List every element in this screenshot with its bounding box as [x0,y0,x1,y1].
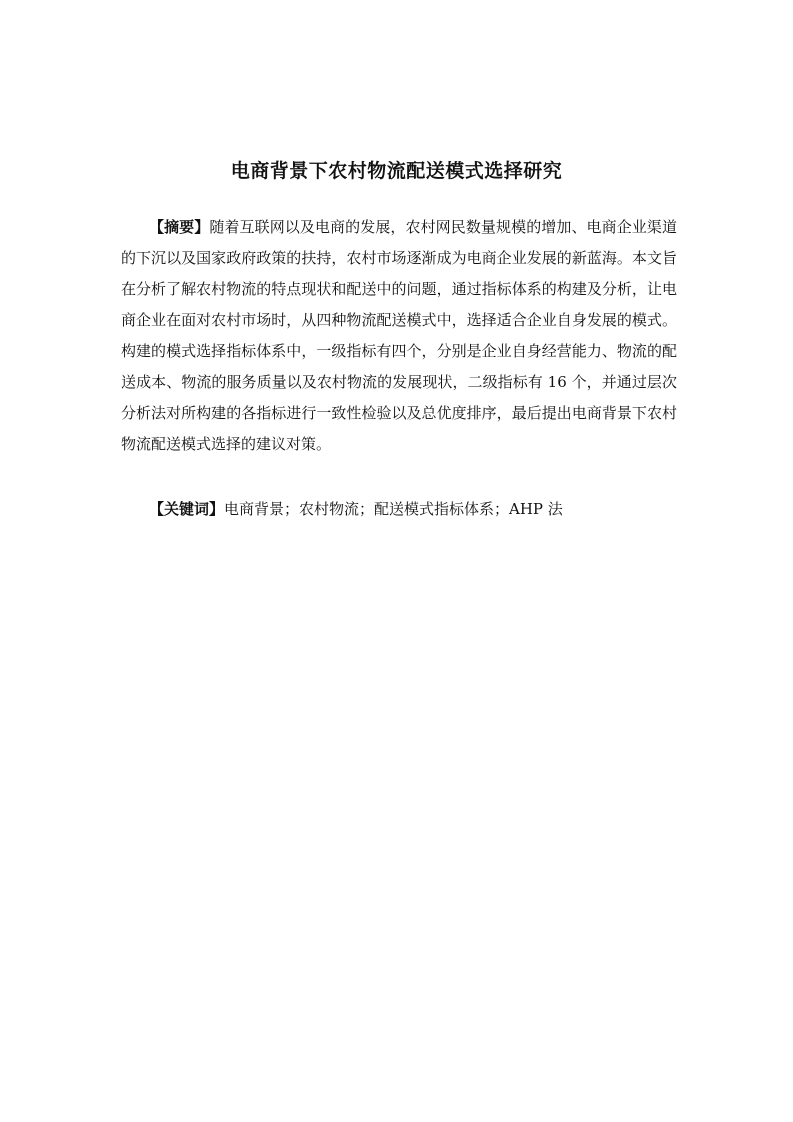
abstract-label: 【摘要】 [149,218,210,236]
keywords-text: 电商背景；农村物流；配送模式指标体系；AHP 法 [224,500,563,518]
keywords-label: 【关键词】 [149,500,225,518]
paper-title: 电商背景下农村物流配送模式选择研究 [230,160,563,182]
abstract-paragraph [121,212,677,460]
abstract-text: 随着互联网以及电商的发展，农村网民数量规模的增加、电商企业渠道的下沉以及国家政府政策的扶持，农村市场逐渐成为电商企业发展的新蓝海。本文旨在分析了解农村物流的特点现状和配送中的问题，通过指标体系的构建及分析，让电商企业在面对农村市场时，从四种物流配送模式中，选择适合企业自身发展的模式。构建的模式选择指标体系中，一级指标有四个，分别是企业自身经营能力、物流的配送成本、物流的服务质量以及农村物流的发展现状，二级指标有 16 个，并通过层次分析法对所构建的各指标进行一致性检验以及总优度排序，最后提出电商背景下农村物流配送模式选择的建议对策。 [121,218,677,453]
keywords-paragraph [121,494,677,525]
